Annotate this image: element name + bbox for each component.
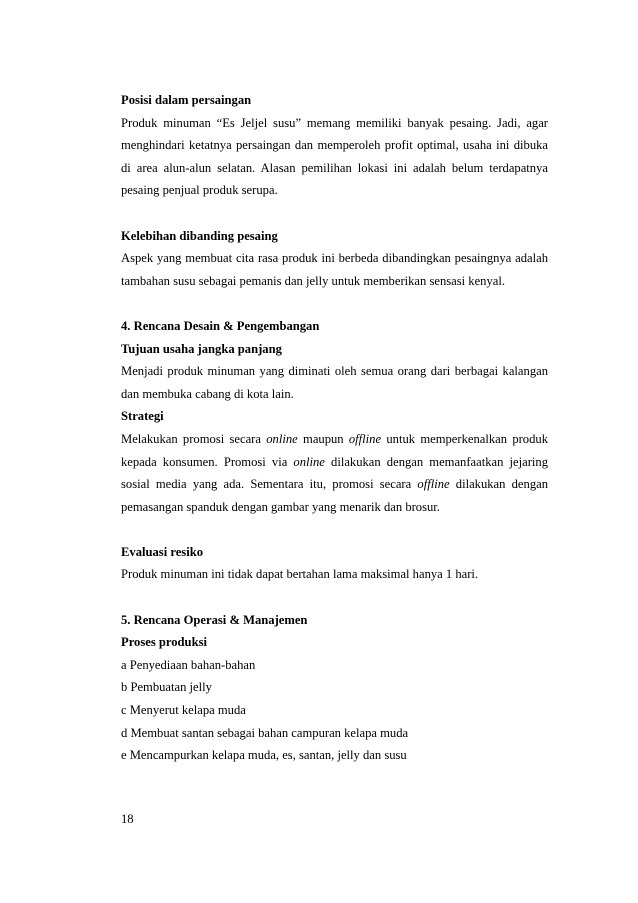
list-item: b Pembuatan jelly [121,680,212,695]
paragraph-evaluasi: Produk minuman ini tidak dapat bertahan lama maksimal hanya 1 hari. [121,567,479,582]
paragraph-strategi [121,428,548,518]
strategi-text-1: Melakukan promosi secara [121,431,267,446]
paragraph-posisi: Produk minuman “Es Jeljel susu” memang memiliki banyak pesaing. Jadi, agar menghindari ketatnya persaingan dan memperoleh profit optimal, usaha ini dibuka di area alun-alun selatan. Alasan pemilihan lokasi ini adalah belum terdapatnya pesaing penjual produk serupa. [121,115,548,198]
heading-kelebihan: Kelebihan dibanding pesaing [121,228,278,243]
page-number: 18 [121,812,134,826]
strategi-online-1: online [266,431,298,446]
heading-rencana-desain: 4. Rencana Desain & Pengembangan [121,318,320,333]
paragraph-kelebihan: Aspek yang membuat cita rasa produk ini berbeda dibandingkan pesaingnya adalah tambahan susu sebagai pemanis dan jelly untuk memberikan sensasi kenyal. [121,251,548,288]
heading-strategi: Strategi [121,409,164,424]
strategi-offline-1: offline [348,431,382,446]
paragraph-tujuan: Menjadi produk minuman yang diminati oleh semua orang dari berbagai kalangan dan membuka cabang di kota lain. [121,364,548,401]
spacer [121,292,548,315]
list-item: d Membuat santan sebagai bahan campuran kelapa muda [121,725,409,740]
heading-posisi: Posisi dalam persaingan [121,93,252,107]
list-item: a Penyediaan bahan-bahan [121,657,256,672]
subheading-proses-produksi: Proses produksi [121,635,207,650]
heading-rencana-operasi: 5. Rencana Operasi & Manajemen [121,612,308,627]
heading-evaluasi: Evaluasi resiko [121,544,203,559]
strategi-text-2: maupun [297,431,349,446]
document-body [121,89,548,767]
subheading-tujuan: Tujuan usaha jangka panjang [121,341,282,356]
spacer [121,586,548,609]
spacer [121,202,548,225]
list-item: e Mencampurkan kelapa muda, es, santan, jelly dan susu [121,748,407,763]
strategi-text-5: dilakukan dengan pemasangan spanduk dengan gambar yang menarik dan brosur. [121,477,549,514]
strategi-text-4: dilakukan dengan memanfaatkan jejaring sosial media yang ada. Sementara itu, promosi secara [121,454,548,492]
strategi-offline-2: offline [417,477,450,492]
list-item: c Menyerut kelapa muda [121,703,246,718]
strategi-text-3: untuk memperkenalkan produk kepada konsumen. Promosi via [121,431,548,469]
strategi-online-2: online [293,454,325,469]
spacer [121,518,548,541]
